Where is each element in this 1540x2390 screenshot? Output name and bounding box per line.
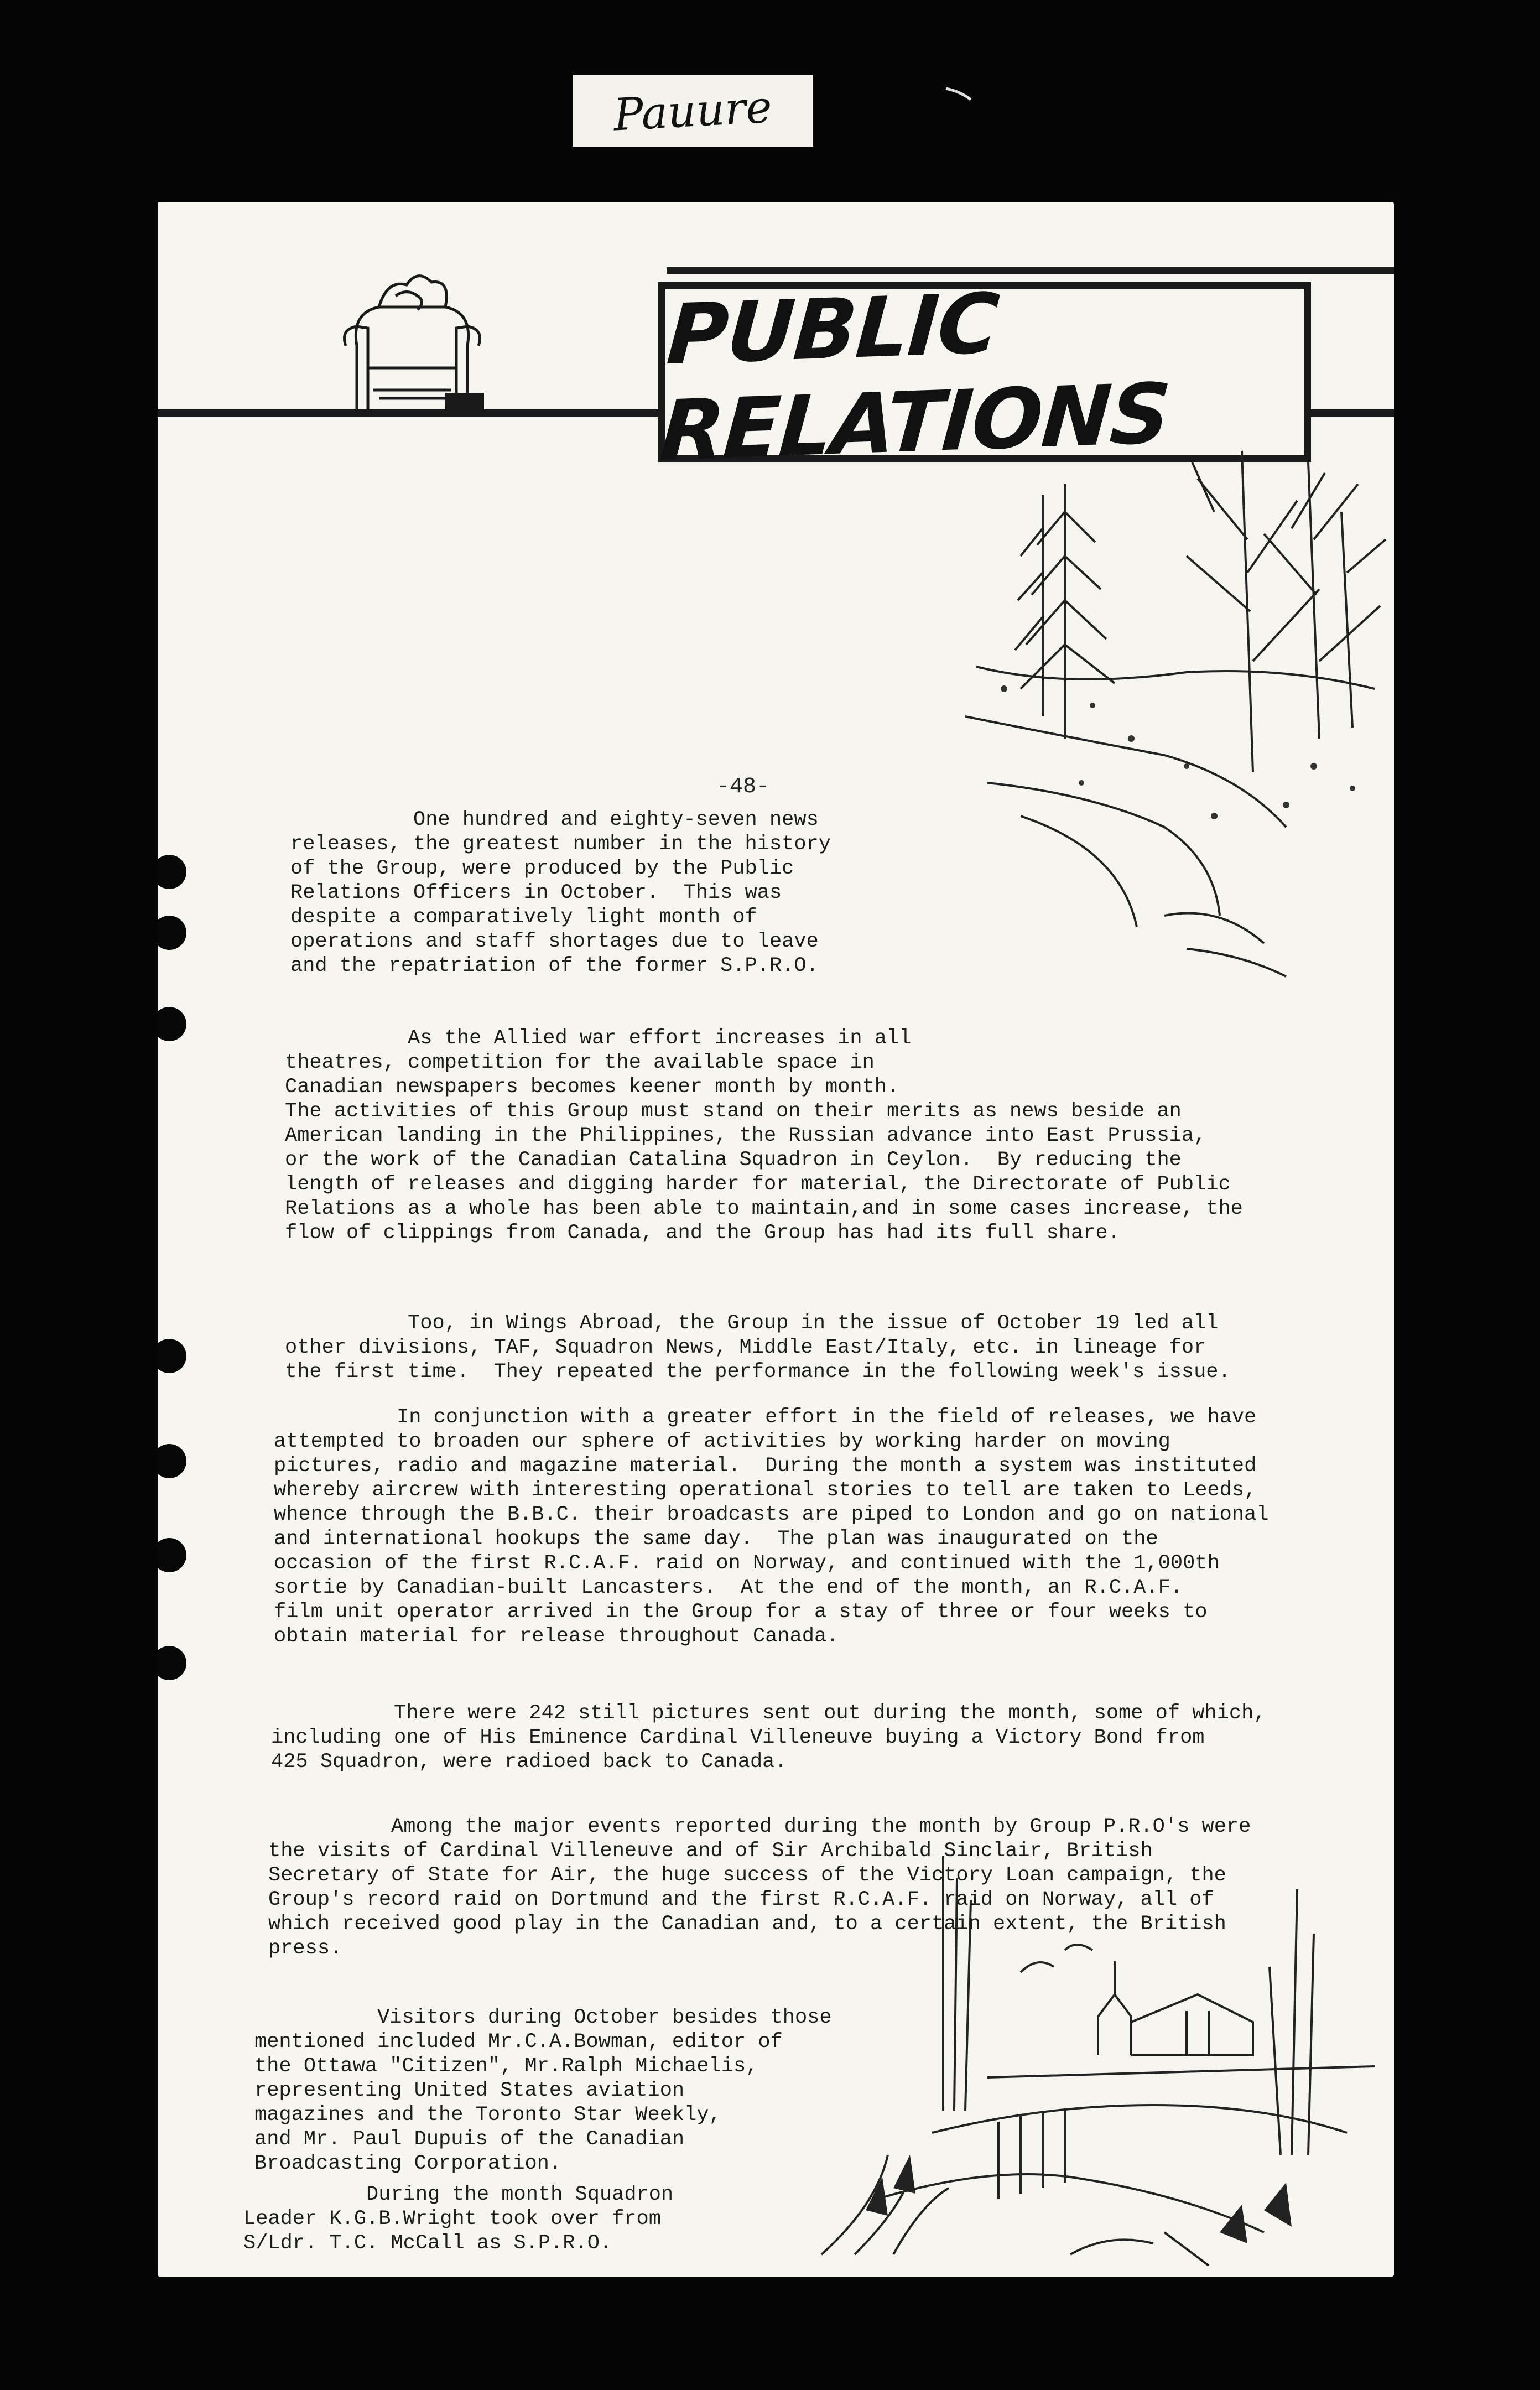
page-number: -48-	[716, 775, 770, 799]
armchair-illustration	[335, 263, 490, 412]
tab-label-text: Pauure	[612, 81, 774, 141]
paragraph-visitors: Visitors during October besides those mentioned included Mr.C.A.Bowman, editor of the Ottawa "Citizen", Mr.Ralph Michaelis, representing United States aviation magazines and the Toronto Star Weekly, and Mr. Paul Dupuis of the Canadian Broadcasting Corporation.	[254, 2006, 832, 2175]
stray-mark	[943, 83, 976, 105]
trees-path-illustration	[954, 429, 1391, 1010]
paragraph-personnel: During the month Squadron Leader K.G.B.Wright took over from S/Ldr. T.C. McCall as S.P.R.O.	[243, 2183, 674, 2255]
paragraph-releases: One hundred and eighty-seven news releases, the greatest number in the history of the Group, were produced by the Public Relations Officers in October. This was despite a comparatively light month of operations and staff shortages due to leave and the repatriation of the former S.P.R.O.	[290, 808, 831, 978]
paragraph-competition: As the Allied war effort increases in all theatres, competition for the available space in Canadian newspapers becomes keener month by month. The activities of this Group must stand on their merits as news beside an American landing in the Philippines, the Russian advance into East Prussia, or the work of the Canadian Catalina Squadron in Ceylon. By reducing the length of releases and digging harder for material, the Directorate of Public Relations as a whole has been able to maintain,and in some cases increase, the flow of clippings from Canada, and the Group has had its full share.	[285, 1027, 1243, 1245]
binder-hole	[158, 1007, 186, 1041]
page-title: PUBLIC RELATIONS	[657, 275, 1173, 480]
binder-hole	[158, 1339, 186, 1373]
paragraph-major-events: Among the major events reported during the month by Group P.R.O's were the visits of Cardinal Villeneuve and of Sir Archibald Sinclair, British Secretary of State for Air, the huge success of the Victory Loan campaign, the Group's record raid on Dortmund and the first R.C.A.F. raid on Norway, all of which received good play in the Canadian and, to a certain extent, the British press.	[268, 1815, 1251, 1960]
document-page	[158, 202, 1394, 2277]
paragraph-broadcasts: In conjunction with a greater effort in the field of releases, we have attempted to broaden our sphere of activities by working harder on moving pictures, radio and magazine material. During the month a system was instituted whereby aircrew with interesting operational stories to tell are taken to Leeds, whence through the B.B.C. their broadcasts are piped to London and go on national and international hookups the same day. The plan was inaugurated on the occasion of the first R.C.A.F. raid on Norway, and continued with the 1,000th sortie by Canadian-built Lancasters. At the end of the month, an R.C.A.F. film unit operator arrived in the Group for a stay of three or four weeks to obtain material for release throughout Canada.	[274, 1406, 1269, 1648]
binder-hole	[158, 916, 186, 950]
binder-hole	[158, 855, 186, 889]
handwritten-tab-label	[573, 75, 813, 147]
binder-hole	[158, 1646, 186, 1680]
binder-hole	[158, 1538, 186, 1572]
binder-hole	[158, 1444, 186, 1478]
paragraph-pictures: There were 242 still pictures sent out during the month, some of which, including one of His Eminence Cardinal Villeneuve buying a Victory Bond from 425 Squadron, were radioed back to Canada.	[271, 1702, 1266, 1774]
paragraph-wings-abroad: Too, in Wings Abroad, the Group in the issue of October 19 led all other divisions, TAF, Squadron News, Middle East/Italy, etc. in lineage for the first time. They repeated the performance in the following week's issue.	[285, 1312, 1231, 1384]
